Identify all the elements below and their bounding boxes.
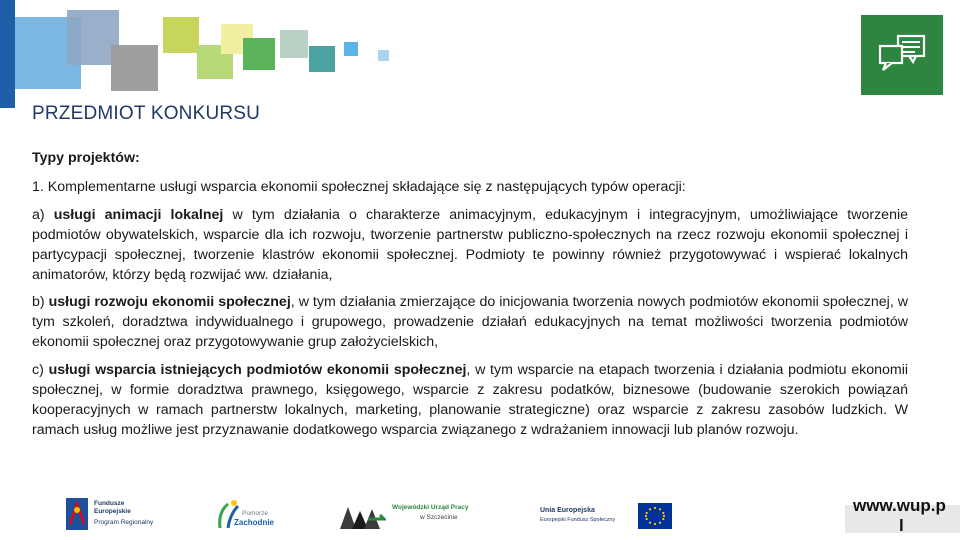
website-link-continuation[interactable]: l — [899, 516, 904, 535]
logo-fundusze-line2: Europejskie — [94, 508, 131, 515]
decor-square-gray — [111, 45, 158, 91]
logo-fundusze-europejskie — [66, 493, 166, 537]
decor-square-blue — [0, 0, 15, 108]
logo-wup-line1: Wojewódzki Urząd Pracy — [392, 504, 469, 511]
logo-wup-line2: w Szczecinie — [420, 514, 458, 521]
logo-fundusze-line1: Fundusze — [94, 500, 125, 507]
eu-flag-icon — [638, 503, 672, 529]
decor-square-pale-gray-green — [280, 30, 308, 58]
decor-square-teal — [309, 46, 335, 72]
speech-bubbles-icon — [861, 15, 943, 95]
logo-unia-europejska — [540, 493, 680, 537]
section-subtitle: Typy projektów: — [32, 150, 140, 166]
chat-tile — [861, 15, 943, 95]
fundusze-emblem-icon — [66, 498, 88, 530]
paragraph-c-body: , w tym wsparcie na etapach tworzenia i działania podmiotu ekonomii społecznej, w formie doradztwa prawnego, księgowego, wsparcie z zakresu podatków, biznesowe (budowanie szerokich powiązań kooperacyjnych w ramach partnerstw lokalnych, marketing, planowanie strategiczne) oraz wsparcie z zakresu zasobów ludzkich. W ramach usług możliwe jest przyznawanie dodatkowego wsparcia związanego z wdrażaniem innowacji lub planów rozwoju. — [32, 362, 909, 438]
paragraph-c-prefix: c) — [32, 362, 49, 378]
logo-wup-szczecin — [338, 493, 488, 537]
decor-square-pale-blue — [378, 50, 389, 61]
paragraph-b-prefix: b) — [32, 294, 49, 310]
decor-square-lime — [163, 17, 199, 53]
logo-ue-line1: Unia Europejska — [540, 507, 595, 514]
page-title: PRZEDMIOT KONKURSU — [32, 103, 261, 124]
paragraph-b-heading: usługi rozwoju ekonomii społecznej — [48, 294, 291, 310]
paragraph-c — [32, 360, 908, 440]
paragraph-a-heading: usługi animacji lokalnej — [53, 207, 224, 223]
paragraph-c-heading: usługi wsparcia istniejących podmiotów ekonomii społecznej — [48, 362, 467, 378]
logo-fundusze-line3: Program Regionalny — [94, 519, 154, 526]
paragraph-b — [32, 292, 908, 352]
logo-pomorze-line2: Zachodnie — [234, 518, 275, 527]
list-item-1: 1. Komplementarne usługi wsparcia ekonomii społecznej składające się z następujących typów operacji: — [32, 179, 686, 195]
footer-logos — [60, 493, 700, 537]
paragraph-a — [32, 205, 908, 285]
paragraph-a-prefix: a) — [32, 207, 54, 223]
decor-square-green — [243, 38, 275, 70]
logo-ue-line2: Europejski Fundusz Społeczny — [540, 517, 616, 523]
logo-pomorze-line1: Pomorze — [242, 510, 269, 517]
website-link[interactable]: www.wup.p — [853, 496, 946, 515]
wup-emblem-icon — [338, 501, 386, 531]
paragraph-a-body: w tym działania o charakterze animacyjnym, edukacyjnym i integracyjnym, umożliwiające tworzenie podmiotów obywatelskich, wsparcie dla ich rozwoju, tworzenie partnerstw publiczno-społecznych na rzecz rozwoju ekonomii społecznej i partycypacji społecznej, tworzenie klastrów ekonomii społecznej. Podmioty te powinny również przygotowywać i wspierać lokalnych animatorów, którzy będą rozwijać ww. działania, — [32, 207, 908, 283]
paragraph-b-body: , w tym działania zmierzające do inicjowania tworzenia nowych podmiotów ekonomii społecznej, w tym szkoleń, doradztwa indywidualnego i grupowego, prowadzenie działań edukacyjnych na temat możliwości tworzenia podmiotów ekonomii społecznej oraz przygotowywanie grup założycielskich, — [32, 294, 908, 350]
logo-pomorze-zachodnie — [216, 493, 286, 537]
decor-square-sky — [344, 42, 358, 56]
